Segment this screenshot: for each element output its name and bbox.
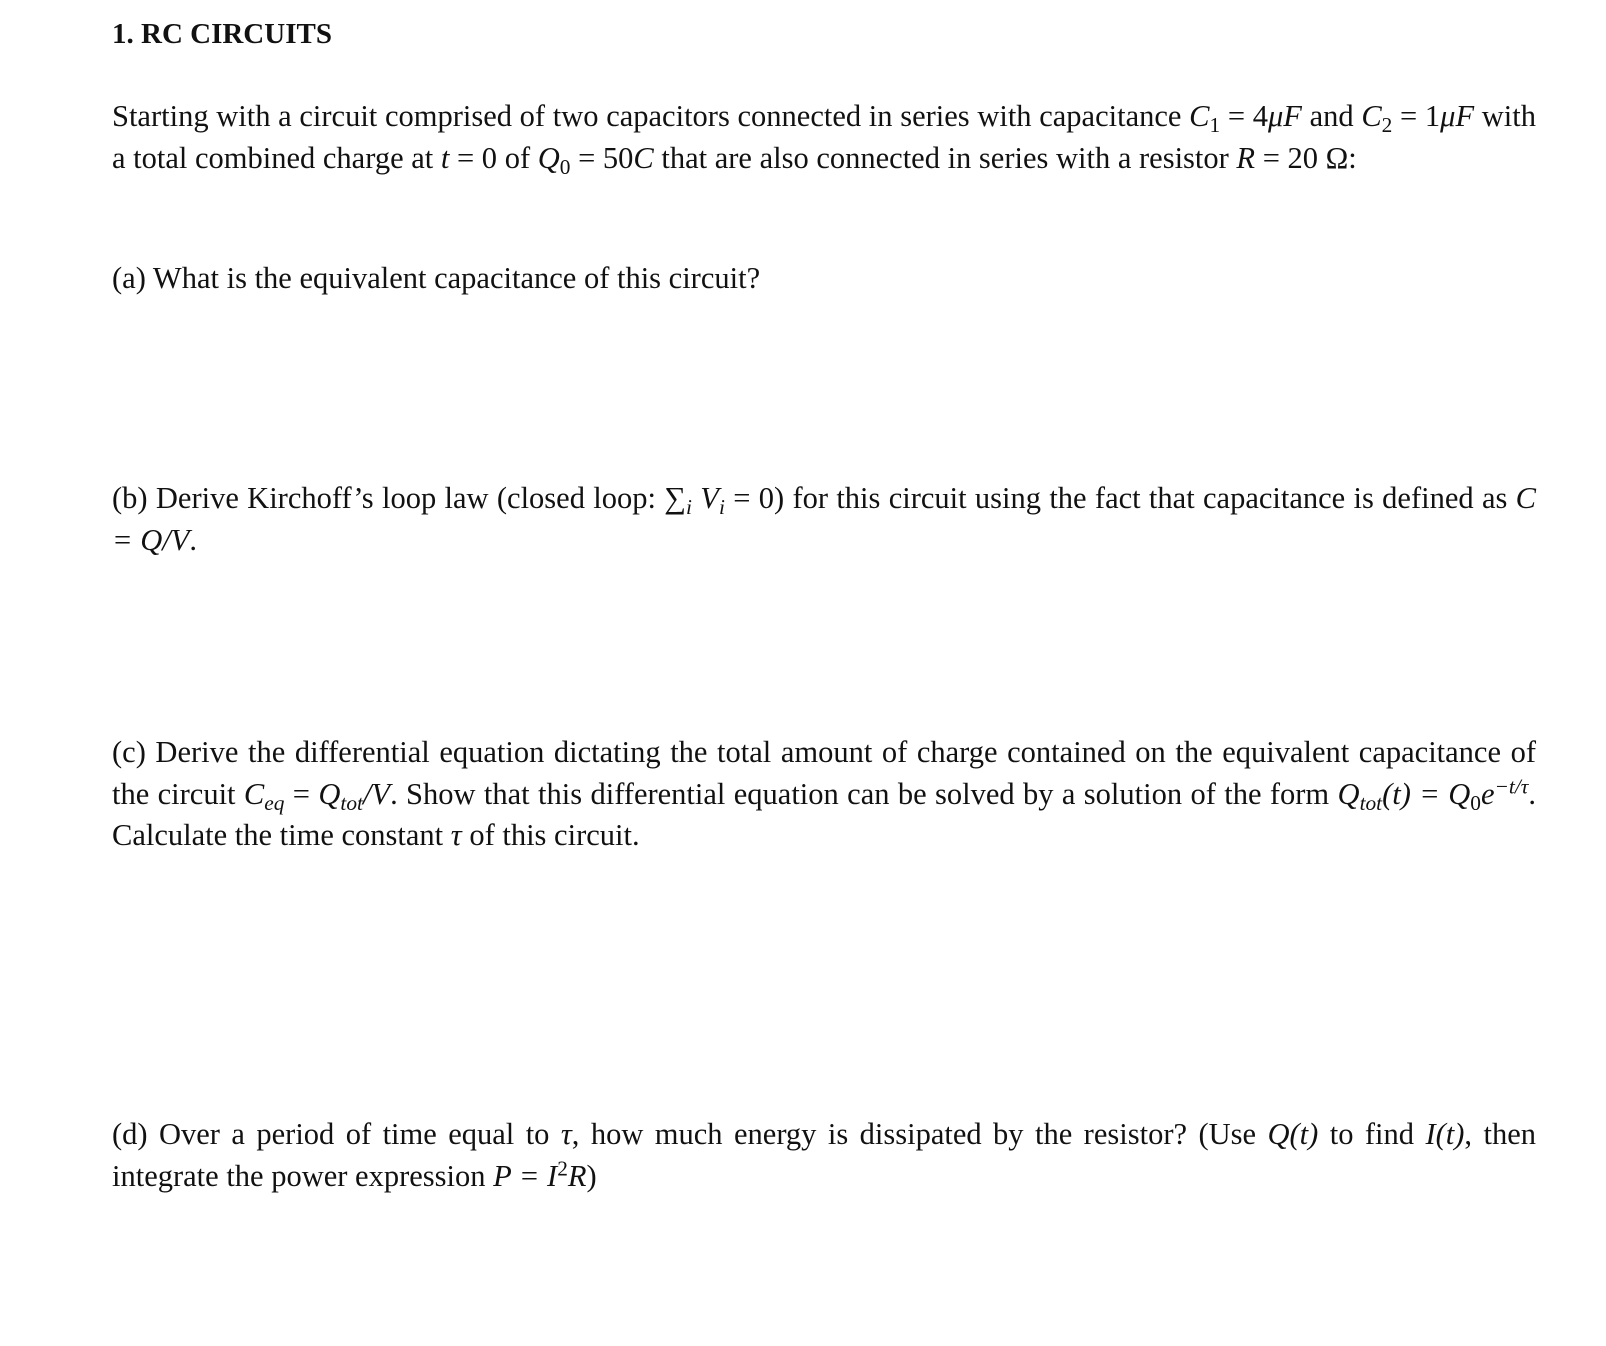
question-a: (a) What is the equivalent capacitance of this circuit? <box>112 261 761 295</box>
problem-intro: Starting with a circuit comprised of two capacitors connected in series with capacitance $C_1 = 4\mu F$ and $C_2 = 1\mu F$ with a total combined charge at t = 0 of $Q_0 = 50C$ that are also connected in series with a resistor R = 20 Ω: <box>112 99 1536 179</box>
question-b: (b) Derive Kirchoff’s loop law (closed loop: $\sum_i$ $V_i = 0$) for this circuit using the fact that capacitance is defined as C = Q/V. <box>112 481 1537 557</box>
question-d: (d) Over a period of time equal to τ, how much energy is dissipated by the resistor? (Use Q(t) to find I(t), then integrate the power expression $P = I^2R$) <box>112 1117 1536 1193</box>
section-heading: 1. RC CIRCUITS <box>112 18 332 50</box>
question-c: (c) Derive the differential equation dictating the total amount of charge contained on the equivalent capacitance of the circuit $C_{eq} = Q_{tot}/V$. Show that this differential equation can be solved by a solution of the form $Q_{tot}(t) = Q_0e^{-t/\tau}$. Calculate the time constant τ of this circuit. <box>112 735 1537 852</box>
